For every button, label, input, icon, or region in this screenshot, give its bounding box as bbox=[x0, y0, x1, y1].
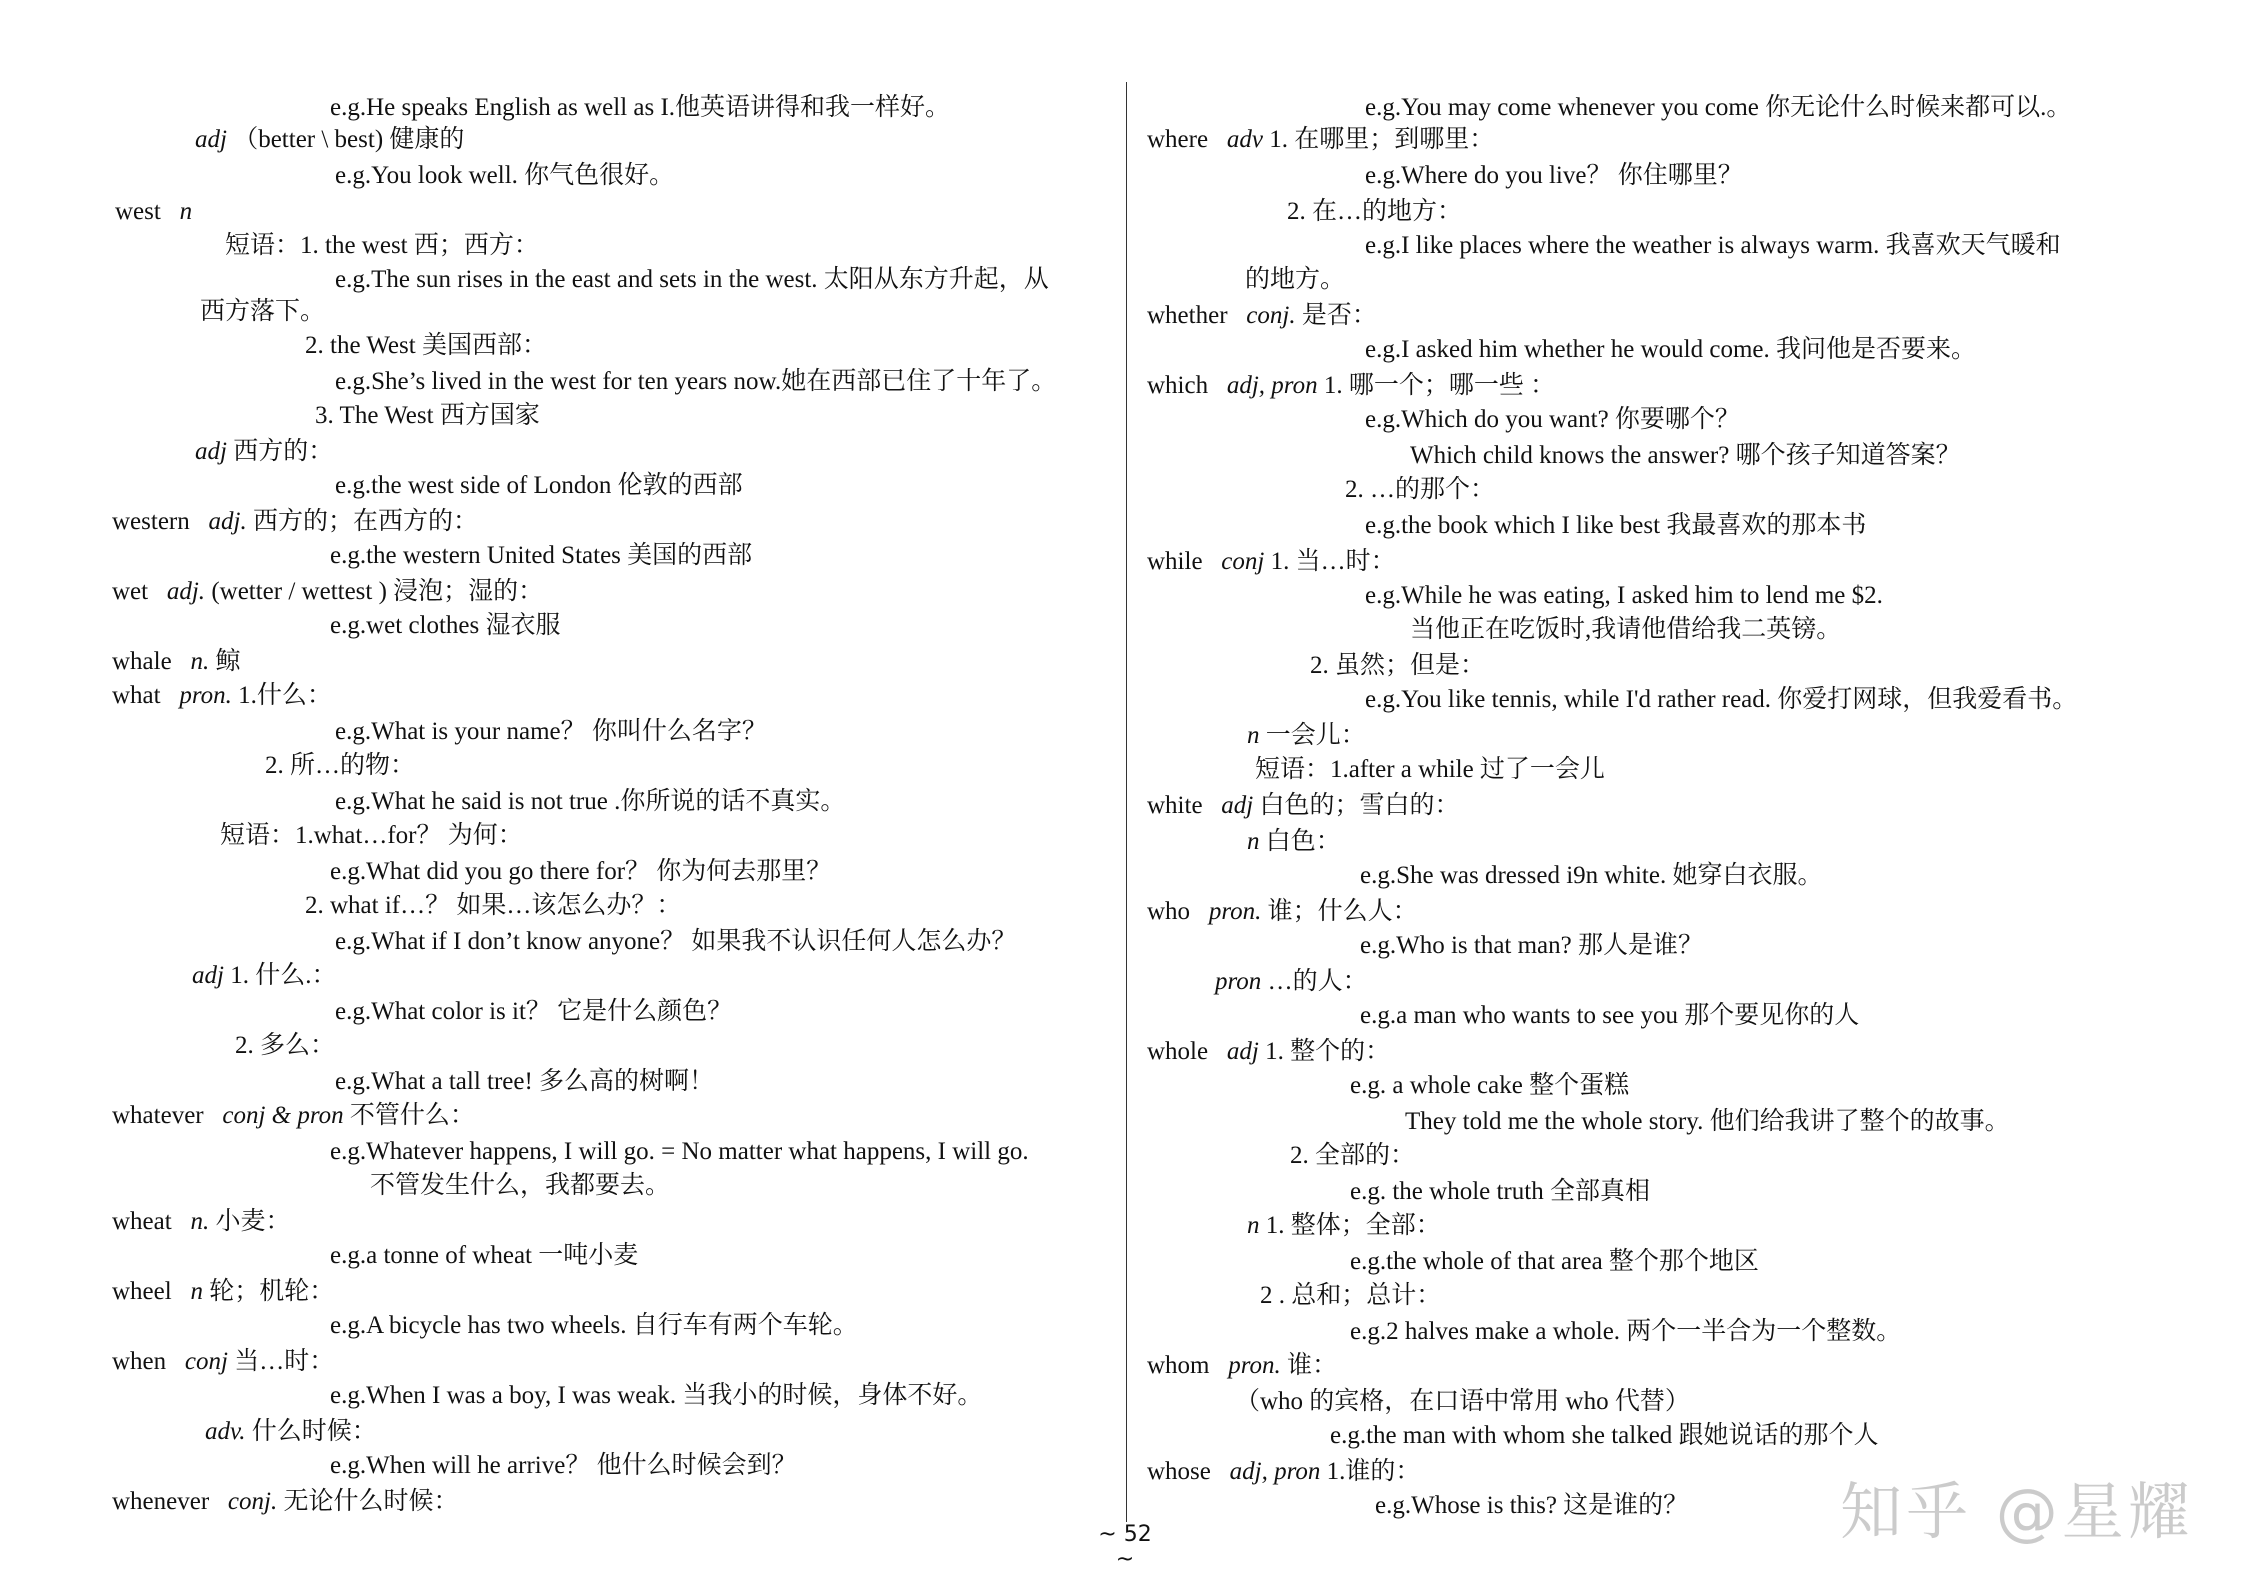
line-text: e.g.A bicycle has two wheels. 自行车有两个车轮。 bbox=[330, 1312, 858, 1339]
line-text: 谁；什么人： bbox=[1267, 898, 1418, 925]
line-text: 1. 当…时： bbox=[1270, 548, 1396, 575]
part-of-speech: adj bbox=[1221, 792, 1254, 819]
part-of-speech: conj bbox=[1221, 548, 1265, 575]
entry-wet bbox=[112, 576, 543, 608]
entry-white bbox=[1147, 790, 1460, 822]
part-of-speech: adj, pron bbox=[1226, 372, 1318, 399]
part-of-speech: adj bbox=[195, 126, 227, 153]
example-line bbox=[1350, 1176, 1650, 1208]
line-text: e.g.What if I don’t know anyone？ 如果我不认识任何人怎么办？ bbox=[335, 928, 1017, 955]
example-line bbox=[1365, 580, 1883, 612]
line-text: 1. 整体；全部： bbox=[1265, 1212, 1441, 1239]
part-of-speech: adj bbox=[192, 962, 224, 989]
line-text: 鲸 bbox=[215, 648, 241, 675]
sense-line bbox=[1247, 826, 1341, 858]
example-line bbox=[330, 1240, 638, 1272]
example-line bbox=[330, 1450, 797, 1482]
line-text: （better \ best) 健康的 bbox=[233, 126, 465, 153]
line-text: e.g.You may come whenever you come 你无论什么时候来都可以.。 bbox=[1365, 94, 2072, 121]
example-line bbox=[1365, 92, 2071, 124]
line-text: 1. 整个的： bbox=[1265, 1038, 1391, 1065]
line-text: e.g.Where do you live？ 你住哪里？ bbox=[1365, 162, 1743, 189]
example-line bbox=[1365, 334, 1976, 366]
example-line bbox=[1287, 196, 1462, 228]
part-of-speech: n. bbox=[190, 648, 210, 675]
example-line bbox=[335, 926, 1016, 958]
example-line bbox=[1350, 1070, 1629, 1102]
entry-whole bbox=[1147, 1036, 1390, 1068]
line-text: 是否： bbox=[1301, 302, 1377, 329]
line-text: e.g.What he said is not true .你所说的话不真实。 bbox=[335, 788, 846, 815]
line-text: e.g. a whole cake 整个蛋糕 bbox=[1350, 1072, 1630, 1099]
line-text: 短语：1. the west 西；西方： bbox=[225, 232, 539, 259]
entry-whether bbox=[1147, 300, 1377, 332]
entry-whenever bbox=[112, 1486, 458, 1518]
entry-who bbox=[1147, 896, 1418, 928]
example-line bbox=[330, 1310, 858, 1342]
part-of-speech: adj bbox=[1226, 1038, 1259, 1065]
example-line bbox=[330, 92, 950, 124]
headword: wheat bbox=[112, 1208, 172, 1235]
part-of-speech: pron. bbox=[179, 682, 232, 709]
example-line bbox=[315, 400, 540, 432]
example-line bbox=[1365, 230, 2061, 262]
line-text: 短语：1.after a while 过了一会儿 bbox=[1255, 756, 1605, 783]
line-text: e.g.wet clothes 湿衣服 bbox=[330, 612, 561, 639]
line-text: 小麦： bbox=[215, 1208, 291, 1235]
line-text: 2. 虽然；但是： bbox=[1310, 652, 1486, 679]
example-line bbox=[1290, 1140, 1415, 1172]
headword: wet bbox=[112, 578, 149, 605]
page-number: ~ 52 ~ bbox=[1098, 1522, 1152, 1572]
line-text: e.g.While he was eating, I asked him to lend me $2. bbox=[1365, 582, 1883, 609]
example-line bbox=[225, 230, 539, 262]
entry-whose bbox=[1147, 1456, 1420, 1488]
line-text: 2 . 总和；总计： bbox=[1260, 1282, 1442, 1309]
part-of-speech: conj & pron bbox=[222, 1102, 344, 1129]
line-text: 2. what if…？ 如果…该怎么办？： bbox=[305, 892, 682, 919]
line-text: They told me the whole story. 他们给我讲了整个的故事。 bbox=[1405, 1108, 2010, 1135]
entry-western bbox=[112, 506, 478, 538]
sense-line bbox=[1247, 1210, 1441, 1242]
sense-line bbox=[195, 124, 464, 156]
example-line bbox=[335, 366, 1056, 398]
headword: wheel bbox=[112, 1278, 172, 1305]
line-text: e.g.You look well. 你气色很好。 bbox=[335, 162, 675, 189]
line-text: e.g.I like places where the weather is always warm. 我喜欢天气暖和 bbox=[1365, 232, 2061, 259]
line-text: 2. 全部的： bbox=[1290, 1142, 1416, 1169]
part-of-speech: pron. bbox=[1208, 898, 1262, 925]
line-text: e.g.When will he arrive？ 他什么时候会到？ bbox=[330, 1452, 797, 1479]
line-text: e.g.the western United States 美国的西部 bbox=[330, 542, 753, 569]
entry-what bbox=[112, 680, 332, 712]
example-line bbox=[330, 1380, 982, 1412]
example-line bbox=[220, 820, 523, 852]
line-text: e.g.The sun rises in the east and sets in the west. 太阳从东方升起，从 bbox=[335, 266, 1049, 293]
line-text: 什么时候： bbox=[251, 1418, 377, 1445]
line-text: 当…时： bbox=[234, 1348, 335, 1375]
part-of-speech: adj. bbox=[166, 578, 206, 605]
line-text: 2. …的那个： bbox=[1345, 476, 1496, 503]
part-of-speech: pron bbox=[1215, 968, 1262, 995]
example-line bbox=[335, 716, 767, 748]
line-text: …的人： bbox=[1267, 968, 1368, 995]
line-text: 3. The West 西方国家 bbox=[315, 402, 540, 429]
example-line bbox=[200, 296, 325, 328]
part-of-speech: n bbox=[1247, 722, 1260, 749]
line-text: 1. 在哪里；到哪里： bbox=[1269, 126, 1495, 153]
example-line bbox=[1245, 264, 1345, 296]
headword: west bbox=[115, 198, 161, 225]
example-line bbox=[1330, 1420, 1879, 1452]
example-line bbox=[1350, 1246, 1759, 1278]
entry-whom bbox=[1147, 1350, 1337, 1382]
part-of-speech: conj. bbox=[1246, 302, 1296, 329]
line-text: e.g.Which do you want? 你要哪个？ bbox=[1365, 406, 1740, 433]
line-text: 谁： bbox=[1287, 1352, 1338, 1379]
headword: whether bbox=[1147, 302, 1228, 329]
example-line bbox=[1360, 930, 1703, 962]
line-text: e.g.2 halves make a whole. 两个一半合为一个整数。 bbox=[1350, 1318, 1902, 1345]
entry-whatever bbox=[112, 1100, 475, 1132]
line-text: e.g.You like tennis, while I'd rather read. 你爱打网球，但我爱看书。 bbox=[1365, 686, 2078, 713]
example-line bbox=[1365, 160, 1743, 192]
example-line bbox=[305, 330, 547, 362]
line-text: 一会儿： bbox=[1265, 722, 1366, 749]
line-text: 白色： bbox=[1265, 828, 1341, 855]
example-line bbox=[1410, 440, 1961, 472]
line-text: 短语：1.what…for？ 为何： bbox=[220, 822, 523, 849]
line-text: e.g.a tonne of wheat 一吨小麦 bbox=[330, 1242, 639, 1269]
part-of-speech: adv. bbox=[205, 1418, 246, 1445]
part-of-speech: adv bbox=[1226, 126, 1263, 153]
example-line bbox=[1235, 1386, 1690, 1418]
sense-line bbox=[1215, 966, 1368, 998]
example-line bbox=[1365, 684, 2077, 716]
example-line bbox=[1310, 650, 1485, 682]
part-of-speech: adj, pron bbox=[1229, 1458, 1321, 1485]
example-line bbox=[1260, 1280, 1441, 1312]
example-line bbox=[1405, 1106, 2010, 1138]
example-line bbox=[335, 996, 732, 1028]
line-text: e.g.She was dressed i9n white. 她穿白衣服。 bbox=[1360, 862, 1823, 889]
line-text: 西方落下。 bbox=[200, 298, 326, 325]
headword: where bbox=[1147, 126, 1209, 153]
headword: whatever bbox=[112, 1102, 204, 1129]
line-text: e.g.What did you go there for？ 你为何去那里？ bbox=[330, 858, 832, 885]
part-of-speech: pron. bbox=[1228, 1352, 1281, 1379]
example-line bbox=[335, 470, 743, 502]
example-line bbox=[305, 890, 681, 922]
part-of-speech: n bbox=[179, 198, 193, 225]
line-text: 1. 什么.： bbox=[230, 962, 337, 989]
part-of-speech: adj bbox=[195, 438, 227, 465]
headword: whenever bbox=[112, 1488, 210, 1515]
headword: when bbox=[112, 1348, 167, 1375]
part-of-speech: adj. bbox=[208, 508, 247, 535]
example-line bbox=[1375, 1490, 1688, 1522]
line-text: (wetter / wettest ) 浸泡；湿的： bbox=[211, 578, 544, 605]
headword: which bbox=[1147, 372, 1209, 399]
line-text: 2. 所…的物： bbox=[265, 752, 416, 779]
line-text: e.g.He speaks English as well as I.他英语讲得和我一样好。 bbox=[330, 94, 951, 121]
example-line bbox=[330, 856, 831, 888]
headword: while bbox=[1147, 548, 1203, 575]
example-line bbox=[235, 1030, 335, 1062]
entry-when bbox=[112, 1346, 334, 1378]
example-line bbox=[1365, 510, 1866, 542]
line-text: e.g.the whole of that area 整个那个地区 bbox=[1350, 1248, 1759, 1275]
column-divider bbox=[1126, 82, 1127, 1522]
line-text: e.g.a man who wants to see you 那个要见你的人 bbox=[1360, 1002, 1860, 1029]
line-text: e.g.the man with whom she talked 跟她说话的那个人 bbox=[1330, 1422, 1879, 1449]
part-of-speech: n bbox=[1247, 828, 1260, 855]
headword: whom bbox=[1147, 1352, 1210, 1379]
headword: who bbox=[1147, 898, 1191, 925]
line-text: e.g.I asked him whether he would come. 我问他是否要来。 bbox=[1365, 336, 1976, 363]
entry-while bbox=[1147, 546, 1396, 578]
headword: whale bbox=[112, 648, 172, 675]
entry-west bbox=[115, 196, 198, 228]
example-line bbox=[330, 540, 752, 572]
line-text: 2. 多么： bbox=[235, 1032, 336, 1059]
entry-which bbox=[1147, 370, 1555, 402]
line-text: 不管发生什么，我都要去。 bbox=[370, 1172, 671, 1199]
example-line bbox=[1360, 1000, 1859, 1032]
line-text: 不管什么： bbox=[349, 1102, 475, 1129]
entry-wheel bbox=[112, 1276, 334, 1308]
line-text: 白色的；雪白的： bbox=[1259, 792, 1460, 819]
line-text: e.g.She’s lived in the west for ten years now.她在西部已住了十年了。 bbox=[335, 368, 1057, 395]
line-text: e.g. the whole truth 全部真相 bbox=[1350, 1178, 1650, 1205]
part-of-speech: n bbox=[1247, 1212, 1260, 1239]
part-of-speech: conj bbox=[184, 1348, 228, 1375]
example-line bbox=[1255, 754, 1605, 786]
example-line bbox=[1350, 1316, 1901, 1348]
example-line bbox=[335, 786, 845, 818]
line-text: 1.什么： bbox=[238, 682, 332, 709]
example-line bbox=[330, 610, 561, 642]
sense-line bbox=[195, 436, 333, 468]
example-line bbox=[1410, 614, 1841, 646]
sense-line bbox=[192, 960, 336, 992]
watermark: 知乎 @星耀 bbox=[1840, 1475, 2194, 1548]
line-text: e.g.Whose is this? 这是谁的？ bbox=[1375, 1492, 1689, 1519]
example-line bbox=[1365, 404, 1740, 436]
example-line bbox=[335, 1066, 714, 1098]
line-text: e.g.When I was a boy, I was weak. 当我小的时候，身体不好。 bbox=[330, 1382, 983, 1409]
example-line bbox=[265, 750, 415, 782]
sense-line bbox=[205, 1416, 377, 1448]
line-text: e.g.What a tall tree! 多么高的树啊！ bbox=[335, 1068, 715, 1095]
example-line bbox=[1360, 860, 1822, 892]
part-of-speech: conj. bbox=[227, 1488, 278, 1515]
example-line bbox=[370, 1170, 670, 1202]
line-text: 2. 在…的地方： bbox=[1287, 198, 1463, 225]
line-text: （who 的宾格，在口语中常用 who 代替） bbox=[1235, 1388, 1690, 1415]
line-text: 轮；机轮： bbox=[209, 1278, 335, 1305]
entry-whale bbox=[112, 646, 240, 678]
example-line bbox=[330, 1136, 1029, 1168]
headword: what bbox=[112, 682, 161, 709]
line-text: e.g.What is your name？ 你叫什么名字？ bbox=[335, 718, 767, 745]
line-text: e.g.Whatever happens, I will go. = No matter what happens, I will go. bbox=[330, 1138, 1029, 1165]
headword: white bbox=[1147, 792, 1203, 819]
entry-where bbox=[1147, 124, 1494, 156]
example-line bbox=[335, 264, 1049, 296]
example-line bbox=[1345, 474, 1495, 506]
line-text: e.g.the book which I like best 我最喜欢的那本书 bbox=[1365, 512, 1867, 539]
line-text: 1.谁的： bbox=[1326, 1458, 1421, 1485]
line-text: 的地方。 bbox=[1245, 266, 1346, 293]
entry-wheat bbox=[112, 1206, 290, 1238]
line-text: 1. 哪一个；哪一些 ： bbox=[1323, 372, 1556, 399]
headword: western bbox=[112, 508, 190, 535]
line-text: e.g.What color is it？ 它是什么颜色？ bbox=[335, 998, 733, 1025]
line-text: Which child knows the answer? 哪个孩子知道答案？ bbox=[1410, 442, 1961, 469]
headword: whose bbox=[1147, 1458, 1211, 1485]
line-text: 当他正在吃饭时,我请他借给我二英镑。 bbox=[1410, 616, 1842, 643]
line-text: 西方的： bbox=[233, 438, 334, 465]
line-text: 2. the West 美国西部： bbox=[305, 332, 547, 359]
part-of-speech: n bbox=[190, 1278, 203, 1305]
line-text: e.g.Who is that man? 那人是谁？ bbox=[1360, 932, 1703, 959]
example-line bbox=[335, 160, 674, 192]
line-text: 无论什么时候： bbox=[283, 1488, 459, 1515]
part-of-speech: n. bbox=[190, 1208, 210, 1235]
line-text: e.g.the west side of London 伦敦的西部 bbox=[335, 472, 743, 499]
line-text: 西方的；在西方的： bbox=[252, 508, 478, 535]
headword: whole bbox=[1147, 1038, 1209, 1065]
sense-line bbox=[1247, 720, 1366, 752]
